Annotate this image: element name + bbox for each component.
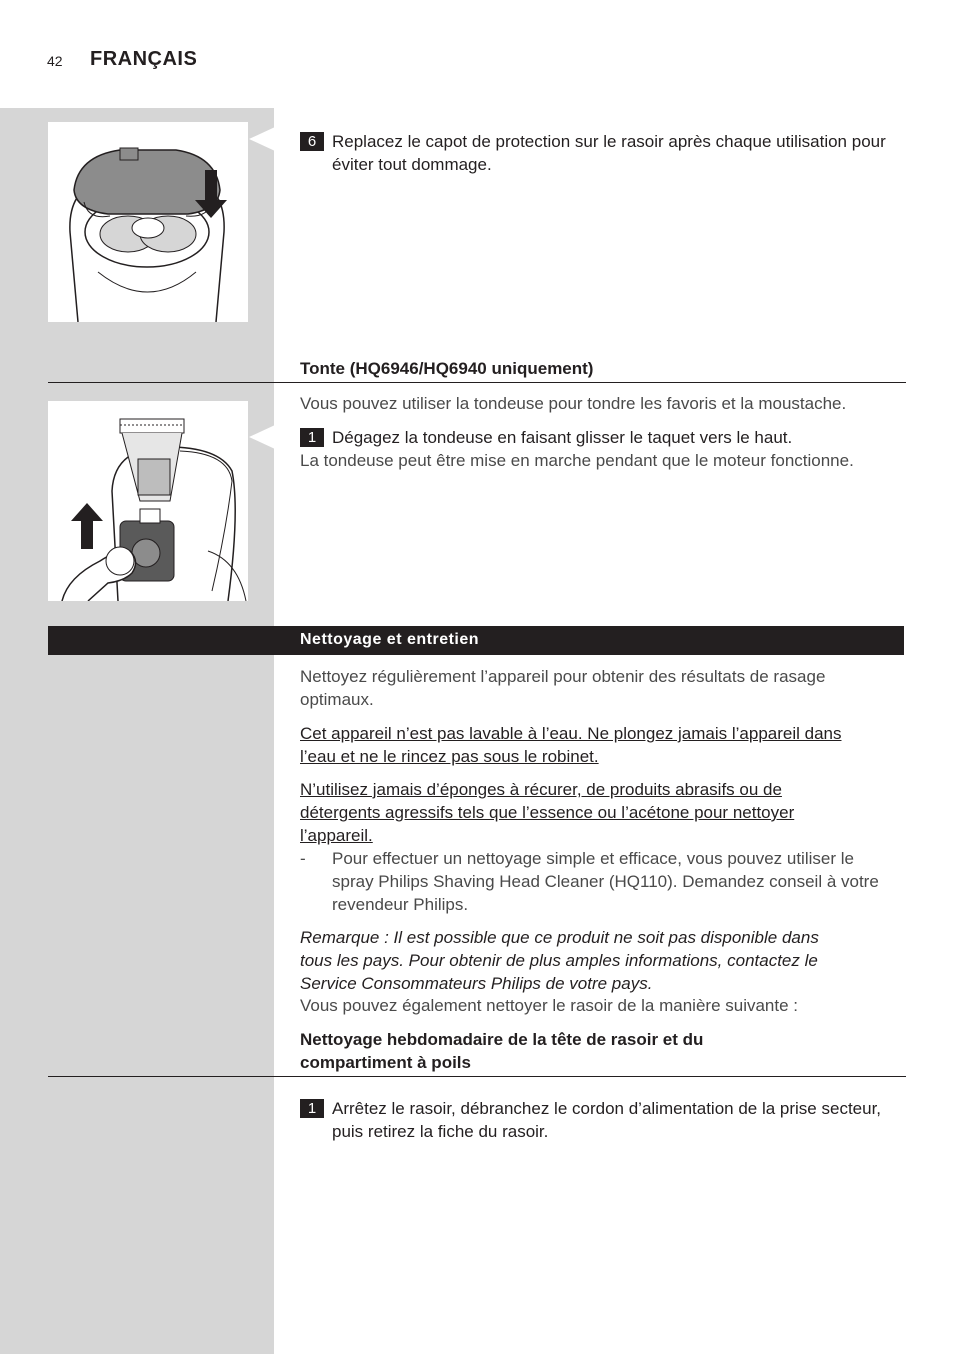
warning-text: Cet appareil n’est pas lavable à l’eau. Ne plongez jamais l’appareil dans l’eau et ne le rincez pas sous le robinet. [300,724,842,766]
shaver-trimmer-figure [48,401,248,601]
bullet-item [300,847,900,916]
warning-abrasive [300,778,860,847]
warning-text: N’utilisez jamais d’éponges à récurer, de produits abrasifs ou de détergents agressifs tels que l’essence ou l’acétone pour nettoyer l’appareil. [300,780,795,845]
section-bar [48,626,904,655]
weekly-step-1 [300,1097,906,1143]
remark-text: Remarque : Il est possible que ce produit ne soit pas disponible dans tous les pays. Pour obtenir de plus amples informations, contactez le Service Consommateurs Philips de votre pays. [300,928,819,993]
step-text: Arrêtez le rasoir, débranchez le cordon d’alimentation de la prise secteur, puis retirez la fiche du rasoir. [332,1099,882,1141]
page-number: 42 [47,53,63,69]
cleaning-heading: Nettoyage et entretien [300,631,480,648]
step-number: 1 [300,428,324,447]
figure-pointer [249,425,275,449]
cleaning-intro: Nettoyez régulièrement l’appareil pour obtenir des résultats de rasage optimaux. [300,667,826,709]
step-text: Dégagez la tondeuse en faisant glisser le taquet vers le haut. [332,428,793,447]
heading-rule [48,382,906,383]
warning-water [300,722,880,768]
language-heading: FRANÇAIS [90,48,198,70]
bullet-text: Pour effectuer un nettoyage simple et efficace, vous pouvez utiliser le spray Philips Shaving Head Cleaner (HQ110). Demandez conseil à votre revendeur Philips. [332,849,879,914]
trimming-intro: Vous pouvez utiliser la tondeuse pour tondre les favoris et la moustache. [300,394,847,413]
step-number: 6 [300,132,324,151]
trimming-note: La tondeuse peut être mise en marche pendant que le moteur fonctionne. [300,451,854,470]
step-text: Replacez le capot de protection sur le rasoir après chaque utilisation pour éviter tout dommage. [332,132,886,174]
shaver-cap-figure [48,122,248,322]
arrow-down-icon [194,170,228,220]
shaver-cap-icon [48,122,248,322]
heading-rule [48,1076,906,1077]
step-6 [300,130,906,176]
bullet-dash: - [300,849,306,868]
trimming-heading: Tonte (HQ6946/HQ6940 uniquement) [300,359,594,378]
arrow-up-icon [70,501,104,551]
trimming-step-1 [300,426,906,449]
weekly-heading: Nettoyage hebdomadaire de la tête de rasoir et du compartiment à poils [300,1030,704,1072]
figure-pointer [249,127,275,151]
step-number: 1 [300,1099,324,1118]
also-text: Vous pouvez également nettoyer le rasoir de la manière suivante : [300,996,799,1015]
